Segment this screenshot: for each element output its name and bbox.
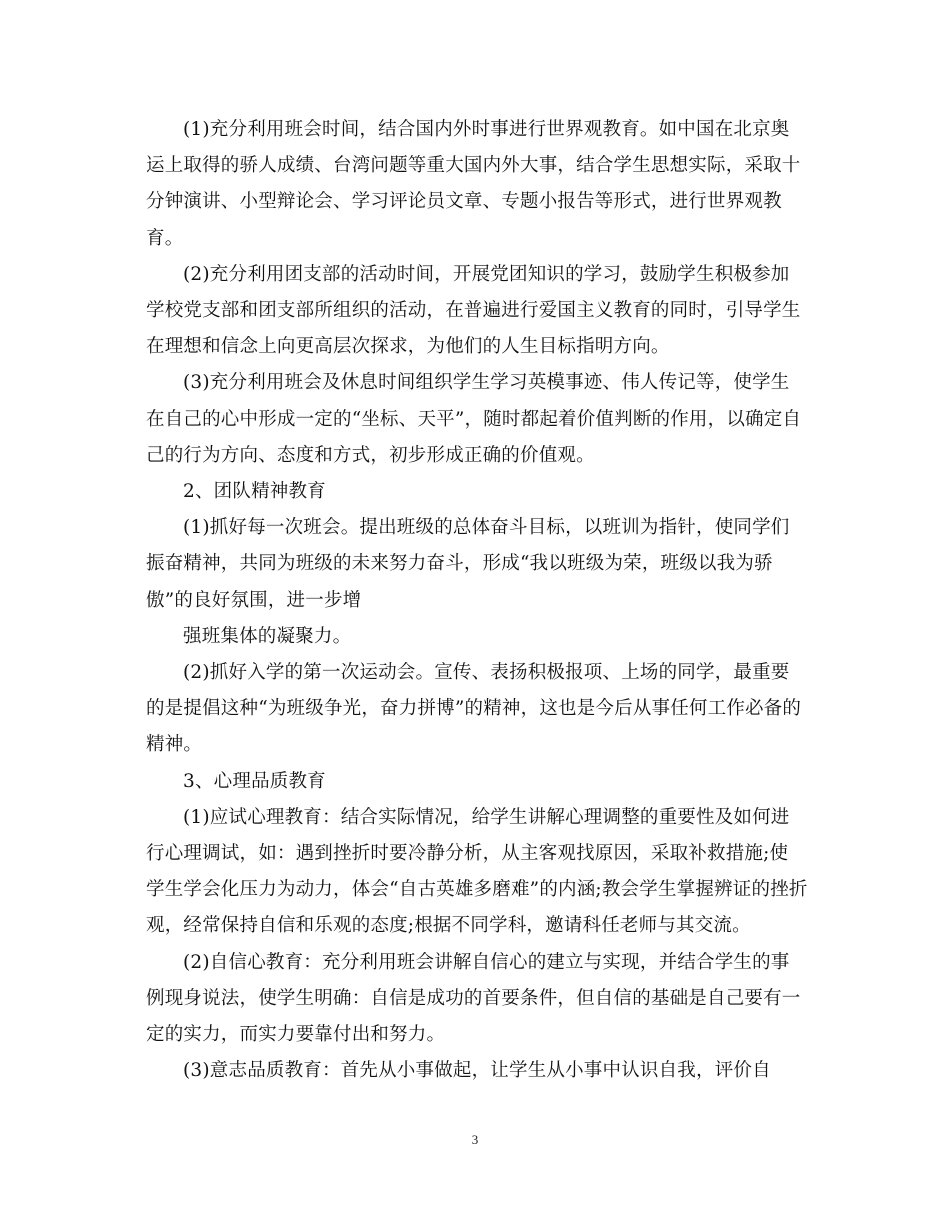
paragraph-psychology-1 — [146, 800, 808, 945]
text-line: 在自己的心中形成一定的“坐标、天平”，随时都起着价值判断的作用，以确定自 — [146, 408, 802, 430]
text-line: 傲”的良好氛围，进一步增 — [146, 589, 362, 611]
text-line: 学生学会化压力为动力，体会“自古英雄多磨难”的内涵;教会学生掌握辨证的挫折 — [146, 879, 808, 901]
text-line: 运上取得的骄人成绩、台湾问题等重大国内外大事，结合学生思想实际，采取十 — [146, 155, 801, 177]
section-heading-team-spirit — [146, 474, 808, 510]
page-number: 3 — [471, 1132, 479, 1147]
paragraph-worldview-1 — [146, 112, 808, 257]
text-line: (2)自信心教育：充分利用班会讲解自信心的建立与实现，并结合学生的事 — [183, 951, 790, 973]
document-body — [146, 112, 808, 1089]
text-line: 学校党支部和团支部所组织的活动，在普遍进行爱国主义教育的同时，引导学生 — [146, 300, 801, 322]
text-line: 定的实力，而实力要靠付出和努力。 — [146, 1024, 446, 1046]
text-line: (3)充分利用班会及休息时间组织学生学习英模事迹、伟人传记等，使学生 — [183, 372, 790, 394]
text-line: 的是提倡这种“为班级争光，奋力拼博”的精神，这也是今后从事任何工作必备的 — [146, 698, 802, 720]
paragraph-team-1 — [146, 510, 808, 619]
section-heading-psychology — [146, 764, 808, 800]
text-line: 己的行为方向、态度和方式，初步形成正确的价值观。 — [146, 444, 595, 466]
text-line: 在理想和信念上向更高层次探求，为他们的人生目标指明方向。 — [146, 336, 670, 358]
text-line: (2)抓好入学的第一次运动会。宣传、表扬积极报项、上场的同学，最重要 — [183, 662, 790, 684]
text-line: 分钟演讲、小型辩论会、学习评论员文章、专题小报告等形式，进行世界观教 — [146, 191, 782, 213]
heading-text: 2、团队精神教育 — [183, 481, 326, 503]
text-line: 强班集体的凝聚力。 — [183, 625, 352, 647]
text-line: (1)充分利用班会时间，结合国内外时事进行世界观教育。如中国在北京奥 — [183, 119, 790, 140]
paragraph-team-1-continued — [146, 619, 808, 655]
paragraph-psychology-2 — [146, 945, 808, 1054]
text-line: (1)应试心理教育：结合实际情况，给学生讲解心理调整的重要性及如何进 — [183, 806, 790, 828]
text-line: 行心理调试，如：遇到挫折时要冷静分析，从主客观找原因，采取补救措施;使 — [146, 843, 789, 865]
text-line: 例现身说法，使学生明确：自信是成功的首要条件，但自信的基础是自己要有一 — [146, 987, 801, 1009]
paragraph-psychology-3 — [146, 1053, 808, 1089]
text-line: 振奋精神，共同为班级的未来努力奋斗，形成“我以班级为荣，班级以我为骄 — [146, 553, 773, 575]
heading-text: 3、心理品质教育 — [183, 770, 326, 792]
text-line: (1)抓好每一次班会。提出班级的总体奋斗目标，以班训为指针，使同学们 — [183, 517, 790, 539]
text-line: 育。 — [146, 227, 184, 249]
paragraph-worldview-3 — [146, 365, 808, 474]
text-line: 精神。 — [146, 734, 203, 756]
text-line: (2)充分利用团支部的活动时间，开展党团知识的学习，鼓励学生积极参加 — [183, 263, 790, 285]
text-line: 观，经常保持自信和乐观的态度;根据不同学科，邀请科任老师与其交流。 — [146, 915, 751, 937]
paragraph-team-2 — [146, 655, 808, 764]
paragraph-worldview-2 — [146, 257, 808, 366]
text-line: (3)意志品质教育：首先从小事做起，让学生从小事中认识自我，评价自 — [183, 1060, 771, 1082]
